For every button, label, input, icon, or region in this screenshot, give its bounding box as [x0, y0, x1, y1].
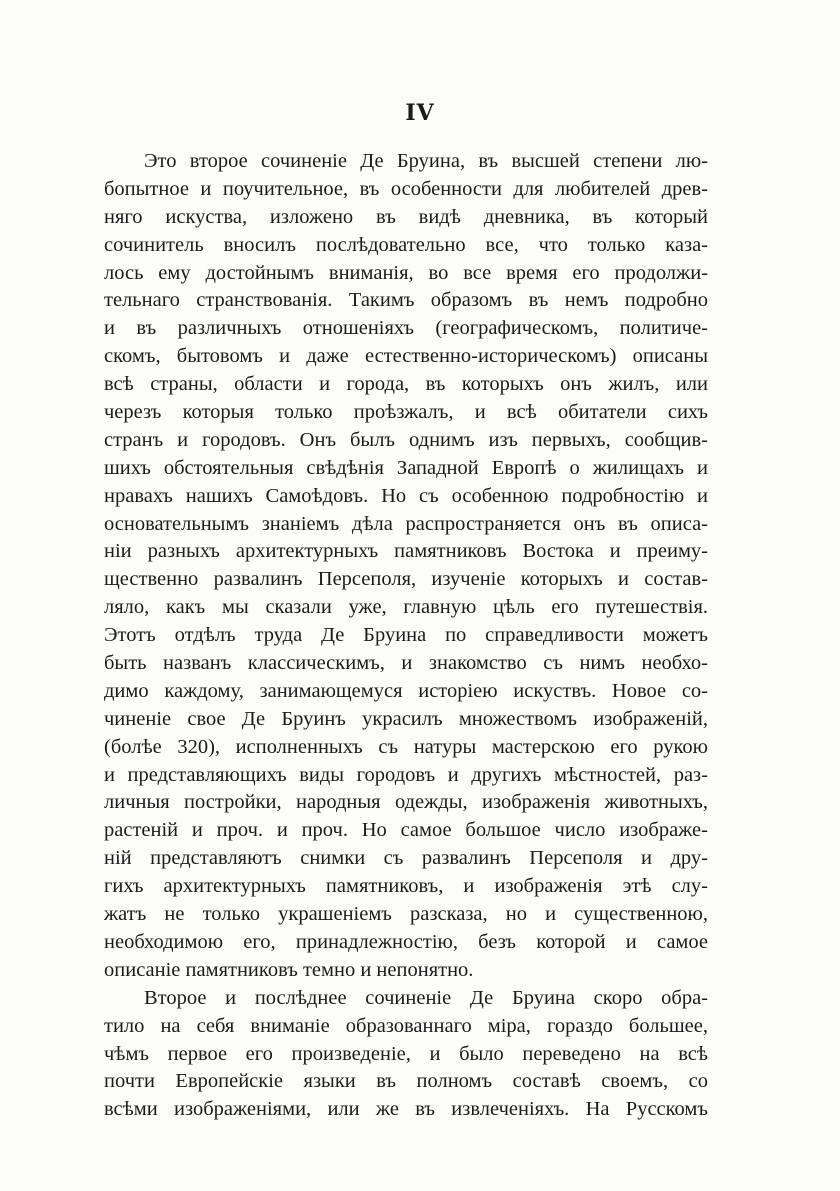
text-line: и въ различныхъ отношеніяхъ (географическомъ, политиче-	[104, 317, 708, 340]
text-line: почти Европейскіе языки въ полномъ составѣ своемъ, со	[104, 1070, 708, 1093]
text-line: нравахъ нашихъ Самоѣдовъ. Но съ особенною подробностію и	[104, 484, 708, 507]
text-line: димо каждому, занимающемуся исторіею искуствъ. Новое со-	[104, 679, 708, 702]
text-line: тельнаго странствованія. Такимъ образомъ въ немъ подробно	[104, 289, 708, 312]
paragraph-1	[104, 148, 708, 985]
text-line: всѣ страны, области и города, въ которыхъ онъ жилъ, или	[104, 373, 708, 396]
text-line: быть названъ классическимъ, и знакомство съ нимъ необхо-	[104, 652, 708, 675]
text-line: необходимою его, принадлежностію, безъ которой и самое	[104, 930, 708, 953]
text-line: странъ и городовъ. Онъ былъ однимъ изъ первыхъ, сообщив-	[104, 428, 708, 451]
text-line: всѣми изображеніями, или же въ извлеченіяхъ. На Русскомъ	[104, 1098, 708, 1121]
text-line: Второе и послѣднее сочиненіе Де Бруина скоро обра-	[144, 986, 708, 1009]
text-line: ній представляютъ снимки съ развалинъ Персеполя и дру-	[104, 847, 708, 870]
text-line: основательнымъ знаніемъ дѣла распространяется онъ въ описа-	[104, 512, 708, 535]
text-line: и представляющихъ виды городовъ и другихъ мѣстностей, раз-	[104, 763, 708, 786]
text-line: жатъ не только украшеніемъ разсказа, но и существенною,	[104, 903, 708, 926]
text-line: личныя постройки, народныя одежды, изображенія животныхъ,	[104, 791, 708, 814]
text-line: чиненіе свое Де Бруинъ украсилъ множествомъ изображеній,	[104, 707, 708, 730]
paragraph-2	[104, 985, 708, 1124]
text-line: черезъ которыя только проѣзжалъ, и всѣ обитатели сихъ	[104, 401, 708, 424]
text-line: гихъ архитектурныхъ памятниковъ, и изображенія этѣ слу-	[104, 875, 708, 898]
text-line: тило на себя вниманіе образованнаго міра, гораздо большее,	[104, 1014, 708, 1037]
text-line: скомъ, бытовомъ и даже естественно-историческомъ) описаны	[104, 345, 708, 368]
text-line: чѣмъ первое его произведеніе, и было переведено на всѣ	[104, 1042, 708, 1065]
text-line: щественно развалинъ Персеполя, изученіе которыхъ и состав-	[104, 568, 708, 591]
text-line: шихъ обстоятельныя свѣдѣнія Западной Европѣ о жилищахъ и	[104, 456, 708, 479]
text-line: сочинитель вносилъ послѣдовательно все, что только каза-	[104, 233, 708, 256]
text-line: Это второе сочиненіе Де Бруина, въ высшей степени лю-	[144, 150, 708, 172]
text-line: лось ему достойнымъ вниманія, во все время его продолжи-	[104, 261, 708, 284]
text-line: бопытное и поучительное, въ особенности для любителей древ-	[104, 177, 708, 200]
body-text	[104, 148, 708, 1124]
text-line: описаніе памятниковъ темно и непонятно.	[104, 958, 474, 981]
text-line: ніи разныхъ архитектурныхъ памятниковъ Востока и преиму-	[104, 540, 708, 563]
page-number: IV	[405, 100, 435, 126]
text-line: Этотъ отдѣлъ труда Де Бруина по справедливости можетъ	[104, 624, 708, 647]
text-line: растеній и проч. и проч. Но самое большое число изображе-	[104, 819, 708, 842]
text-line: (болѣе 320), исполненныхъ съ натуры мастерскою его рукою	[104, 735, 708, 758]
text-line: няго искуства, изложено въ видѣ дневника, въ который	[104, 205, 708, 228]
text-line: ляло, какъ мы сказали уже, главную цѣль его путешествія.	[104, 596, 708, 619]
